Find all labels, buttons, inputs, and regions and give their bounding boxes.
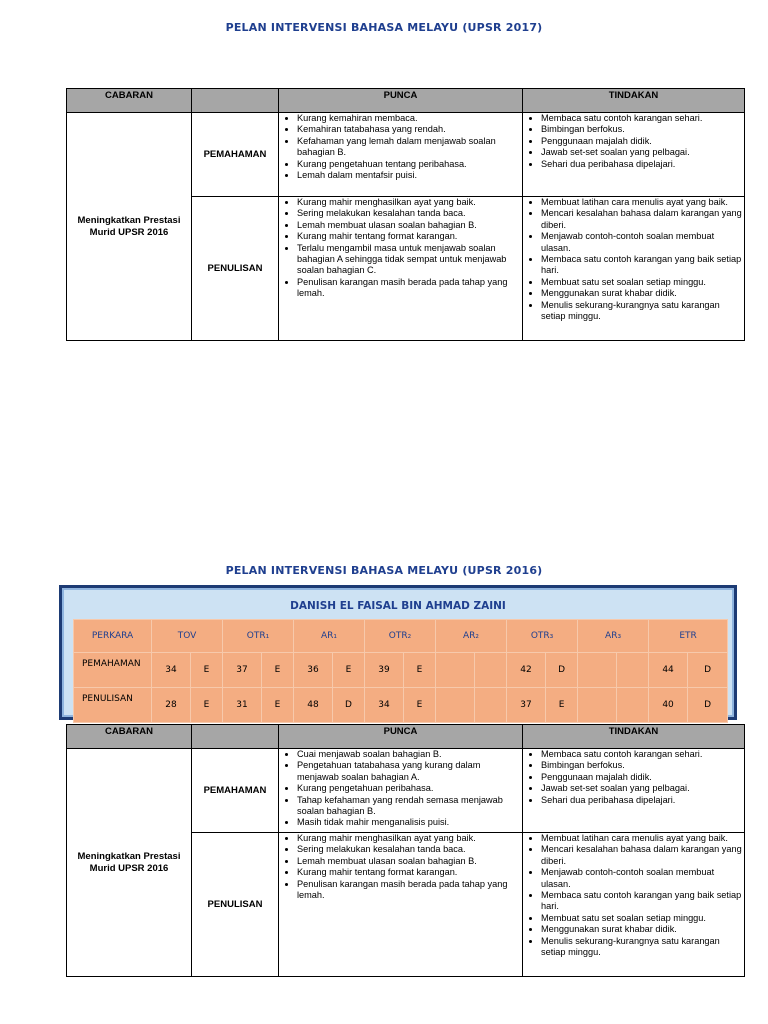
list-item: • Sehari dua peribahasa dipelajari. <box>541 795 742 806</box>
section-label: PENULISAN <box>192 833 279 977</box>
list-item: • Cuai menjawab soalan bahagian B. <box>297 749 520 760</box>
score-cell: E <box>404 688 436 723</box>
score-cell <box>578 688 617 723</box>
score-table <box>73 619 728 723</box>
tindakan-cell <box>523 197 745 341</box>
score-header: ETR <box>649 620 728 653</box>
score-header: OTR₁ <box>223 620 294 653</box>
list-item: • Menjawab contoh-contoh soalan membuat ulasan. <box>541 867 742 890</box>
table-row <box>67 749 745 833</box>
list-item: • Kurang kemahiran membaca. <box>297 113 520 124</box>
score-cell: 34 <box>365 688 404 723</box>
list-item: • Penulisan karangan masih berada pada tahap yang lemah. <box>297 879 520 902</box>
score-cell <box>475 688 507 723</box>
score-cell: 37 <box>507 688 546 723</box>
score-cell: E <box>546 688 578 723</box>
list-item: • Kurang mahir menghasilkan ayat yang baik. <box>297 833 520 844</box>
score-cell: E <box>333 653 365 688</box>
score-row-penulisan <box>74 688 728 723</box>
score-header: AR₁ <box>294 620 365 653</box>
score-cell: D <box>546 653 578 688</box>
list-item: • Sering melakukan kesalahan tanda baca. <box>297 208 520 219</box>
list-item: • Lemah membuat ulasan soalan bahagian B. <box>297 856 520 867</box>
header-punca: PUNCA <box>279 89 523 113</box>
score-header-row <box>74 620 728 653</box>
list-item: • Penggunaan majalah didik. <box>541 136 742 147</box>
list-item: • Membuat latihan cara menulis ayat yang baik. <box>541 197 742 208</box>
punca-cell <box>279 833 523 977</box>
table-row <box>67 113 745 197</box>
score-cell: D <box>688 653 728 688</box>
score-cell: D <box>688 688 728 723</box>
student-name: DANISH EL FAISAL BIN AHMAD ZAINI <box>290 600 506 612</box>
list-item: • Bimbingan berfokus. <box>541 760 742 771</box>
list-item: • Kurang mahir menghasilkan ayat yang baik. <box>297 197 520 208</box>
score-cell <box>578 653 617 688</box>
score-cell: E <box>191 688 223 723</box>
header-cabaran: CABARAN <box>67 725 192 749</box>
score-row-label: PENULISAN <box>74 688 152 723</box>
header-tindakan: TINDAKAN <box>523 725 745 749</box>
score-cell: E <box>191 653 223 688</box>
punca-cell <box>279 197 523 341</box>
score-header: OTR₂ <box>365 620 436 653</box>
list-item: • Bimbingan berfokus. <box>541 124 742 135</box>
list-item: • Kurang mahir tentang format karangan. <box>297 231 520 242</box>
score-cell: 34 <box>152 653 191 688</box>
page-title-2016: PELAN INTERVENSI BAHASA MELAYU (UPSR 2016) <box>225 564 543 577</box>
list-item: • Menjawab contoh-contoh soalan membuat ulasan. <box>541 231 742 254</box>
section-label: PEMAHAMAN <box>192 113 279 197</box>
tindakan-cell <box>523 749 745 833</box>
table-header-row <box>67 89 745 113</box>
list-item: • Membaca satu contoh karangan sehari. <box>541 749 742 760</box>
score-cell: 36 <box>294 653 333 688</box>
score-row-label: PEMAHAMAN <box>74 653 152 688</box>
score-cell: 40 <box>649 688 688 723</box>
list-item: • Kefahaman yang lemah dalam menjawab soalan bahagian B. <box>297 136 520 159</box>
list-item: • Membuat latihan cara menulis ayat yang baik. <box>541 833 742 844</box>
list-item: • Membaca satu contoh karangan yang baik setiap hari. <box>541 890 742 913</box>
list-item: • Menggunakan surat khabar didik. <box>541 288 742 299</box>
list-item: • Membuat satu set soalan setiap minggu. <box>541 913 742 924</box>
list-item: • Kurang mahir tentang format karangan. <box>297 867 520 878</box>
list-item: • Tahap kefahaman yang rendah semasa menjawab soalan bahagian B. <box>297 795 520 818</box>
section-label: PEMAHAMAN <box>192 749 279 833</box>
section-label: PENULISAN <box>192 197 279 341</box>
list-item: • Jawab set-set soalan yang pelbagai. <box>541 147 742 158</box>
table-header-row <box>67 725 745 749</box>
score-cell: E <box>404 653 436 688</box>
list-item: • Membuat satu set soalan setiap minggu. <box>541 277 742 288</box>
score-cell <box>436 653 475 688</box>
score-cell: 39 <box>365 653 404 688</box>
list-item: • Kemahiran tatabahasa yang rendah. <box>297 124 520 135</box>
punca-cell <box>279 113 523 197</box>
list-item: • Penggunaan majalah didik. <box>541 772 742 783</box>
score-cell: E <box>262 688 294 723</box>
list-item: • Lemah membuat ulasan soalan bahagian B. <box>297 220 520 231</box>
header-blank <box>192 89 279 113</box>
student-score-panel <box>59 585 737 720</box>
list-item: • Lemah dalam mentafsir puisi. <box>297 170 520 181</box>
list-item: • Kurang pengetahuan tentang peribahasa. <box>297 159 520 170</box>
list-item: • Mencari kesalahan bahasa dalam karangan yang diberi. <box>541 208 742 231</box>
header-punca: PUNCA <box>279 725 523 749</box>
score-cell <box>617 653 649 688</box>
list-item: • Menulis sekurang-kurangnya satu karangan setiap minggu. <box>541 300 742 323</box>
cabaran-cell: Meningkatkan Prestasi Murid UPSR 2016 <box>67 113 192 341</box>
score-header: AR₂ <box>436 620 507 653</box>
tindakan-cell <box>523 833 745 977</box>
score-cell <box>617 688 649 723</box>
score-cell: 37 <box>223 653 262 688</box>
header-tindakan: TINDAKAN <box>523 89 745 113</box>
score-cell: 31 <box>223 688 262 723</box>
list-item: • Menggunakan surat khabar didik. <box>541 924 742 935</box>
header-cabaran: CABARAN <box>67 89 192 113</box>
punca-cell <box>279 749 523 833</box>
score-cell: 42 <box>507 653 546 688</box>
list-item: • Membaca satu contoh karangan sehari. <box>541 113 742 124</box>
list-item: • Terlalu mengambil masa untuk menjawab soalan bahagian A sehingga tidak sempat untuk menjawab soalan bahagian C. <box>297 243 520 277</box>
score-header: AR₃ <box>578 620 649 653</box>
list-item: • Membaca satu contoh karangan yang baik setiap hari. <box>541 254 742 277</box>
tindakan-cell <box>523 113 745 197</box>
list-item: • Kurang pengetahuan peribahasa. <box>297 783 520 794</box>
score-cell: 48 <box>294 688 333 723</box>
list-item: • Mencari kesalahan bahasa dalam karangan yang diberi. <box>541 844 742 867</box>
score-cell: D <box>333 688 365 723</box>
score-cell <box>436 688 475 723</box>
list-item: • Sehari dua peribahasa dipelajari. <box>541 159 742 170</box>
score-row-pemahaman <box>74 653 728 688</box>
intervention-table-2016 <box>66 724 745 977</box>
score-header: TOV <box>152 620 223 653</box>
page-title-2017: PELAN INTERVENSI BAHASA MELAYU (UPSR 2017) <box>225 21 543 34</box>
score-cell <box>475 653 507 688</box>
list-item: • Penulisan karangan masih berada pada tahap yang lemah. <box>297 277 520 300</box>
list-item: • Sering melakukan kesalahan tanda baca. <box>297 844 520 855</box>
score-header: PERKARA <box>74 620 152 653</box>
intervention-table-2017 <box>66 88 745 341</box>
list-item: • Pengetahuan tatabahasa yang kurang dalam menjawab soalan bahagian A. <box>297 760 520 783</box>
score-cell: 28 <box>152 688 191 723</box>
cabaran-cell: Meningkatkan Prestasi Murid UPSR 2016 <box>67 749 192 977</box>
list-item: • Jawab set-set soalan yang pelbagai. <box>541 783 742 794</box>
score-panel-inner <box>62 588 734 717</box>
list-item: • Menulis sekurang-kurangnya satu karangan setiap minggu. <box>541 936 742 959</box>
score-header: OTR₃ <box>507 620 578 653</box>
header-blank <box>192 725 279 749</box>
score-cell: E <box>262 653 294 688</box>
list-item: • Masih tidak mahir menganalisis puisi. <box>297 817 520 828</box>
score-cell: 44 <box>649 653 688 688</box>
